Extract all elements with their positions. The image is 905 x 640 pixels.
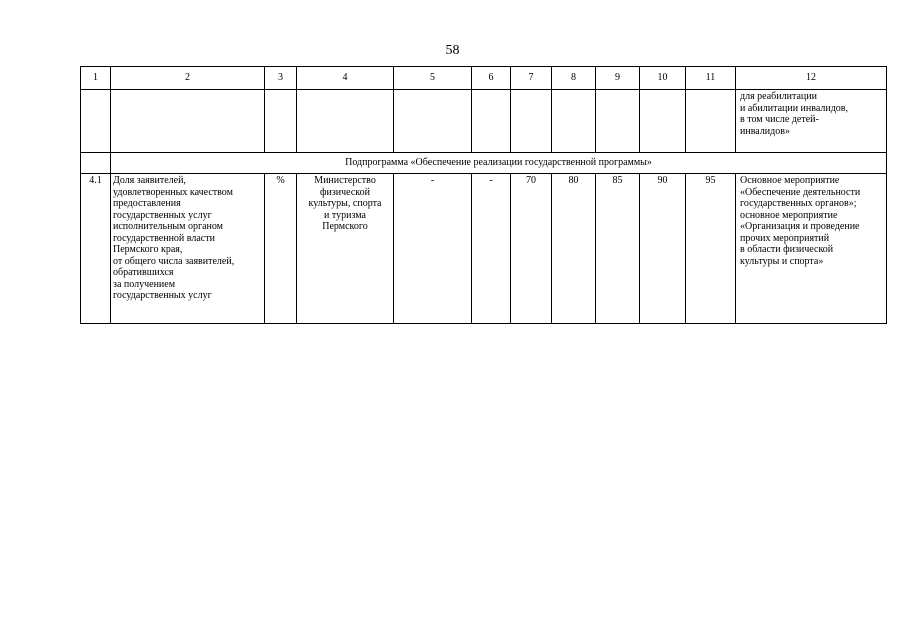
text-line: «Обеспечение деятельности xyxy=(740,186,861,198)
cont-cell-4 xyxy=(297,90,394,153)
header-cell-11: 11 xyxy=(686,67,736,90)
text-line: Доля заявителей, xyxy=(113,175,186,186)
text-line: культуры и спорта» xyxy=(740,255,824,267)
value-cell-9: 85 xyxy=(596,174,640,324)
text-line: основное мероприятие xyxy=(740,209,838,221)
cont-cell-1 xyxy=(81,90,111,153)
text-line: Основное мероприятие xyxy=(740,175,840,186)
text-line: государственных услуг xyxy=(113,209,212,221)
text-line: обратившихся xyxy=(113,267,174,278)
cont-cell-11 xyxy=(686,90,736,153)
activities-cell xyxy=(736,174,887,324)
text-line: «Организация и проведение xyxy=(740,221,860,232)
cont-cell-10 xyxy=(640,90,686,153)
text-line: за получением xyxy=(113,278,176,290)
cont-cell-3 xyxy=(265,90,297,153)
text-line: в том числе детей- xyxy=(740,114,819,125)
text-line: государственных услуг xyxy=(113,290,212,301)
text-line: исполнительным органом xyxy=(113,221,223,232)
value-cell-5: - xyxy=(394,174,472,324)
text-line: Пермского края, xyxy=(113,244,183,255)
indicator-name xyxy=(111,174,265,324)
cont-cell-9 xyxy=(596,90,640,153)
header-cell-4: 4 xyxy=(297,67,394,90)
text-line: для реабилитации xyxy=(740,91,817,102)
header-cell-2: 2 xyxy=(111,67,265,90)
cont-cell-6 xyxy=(472,90,511,153)
text-line: от общего числа заявителей, xyxy=(113,255,235,267)
text-line: Министерство xyxy=(314,175,376,186)
header-cell-3: 3 xyxy=(265,67,297,90)
subprogram-num-cell xyxy=(81,153,111,174)
indicators-table xyxy=(80,66,887,324)
executor-cell xyxy=(297,174,394,324)
subprogram-title: Подпрограмма «Обеспечение реализации государственной программы» xyxy=(111,153,887,174)
continuation-row xyxy=(81,90,887,153)
text-line: культуры, спорта xyxy=(308,198,382,209)
text-line: в области физической xyxy=(740,244,834,255)
text-line: и туризма xyxy=(324,209,366,221)
value-cell-6: - xyxy=(472,174,511,324)
header-cell-6: 6 xyxy=(472,67,511,90)
value-cell-8: 80 xyxy=(552,174,596,324)
header-cell-10: 10 xyxy=(640,67,686,90)
header-cell-5: 5 xyxy=(394,67,472,90)
subprogram-row xyxy=(81,153,887,174)
cont-cell-12 xyxy=(736,90,887,153)
value-cell-11: 95 xyxy=(686,174,736,324)
cont-cell-2 xyxy=(111,90,265,153)
text-line: государственной власти xyxy=(113,232,215,244)
value-cell-7: 70 xyxy=(511,174,552,324)
header-cell-8: 8 xyxy=(552,67,596,90)
table-header-row xyxy=(81,67,887,90)
value-cell-10: 90 xyxy=(640,174,686,324)
unit-cell: % xyxy=(265,174,297,324)
text-line: инвалидов» xyxy=(740,125,790,137)
header-cell-7: 7 xyxy=(511,67,552,90)
cont-cell-5 xyxy=(394,90,472,153)
text-line: и абилитации инвалидов, xyxy=(740,102,849,114)
text-line: прочих мероприятий xyxy=(740,232,830,244)
cont-cell-7 xyxy=(511,90,552,153)
page-number: 58 xyxy=(445,43,460,58)
text-line: Пермского xyxy=(322,221,368,232)
text-line: государственных органов»; xyxy=(740,198,857,209)
table-row xyxy=(81,174,887,324)
cont-cell-8 xyxy=(552,90,596,153)
text-line: предоставления xyxy=(113,198,181,209)
header-cell-9: 9 xyxy=(596,67,640,90)
text-line: физической xyxy=(320,186,370,198)
row-number: 4.1 xyxy=(81,174,111,324)
header-cell-1: 1 xyxy=(81,67,111,90)
header-cell-12: 12 xyxy=(736,67,887,90)
text-line: удовлетворенных качеством xyxy=(113,186,233,198)
